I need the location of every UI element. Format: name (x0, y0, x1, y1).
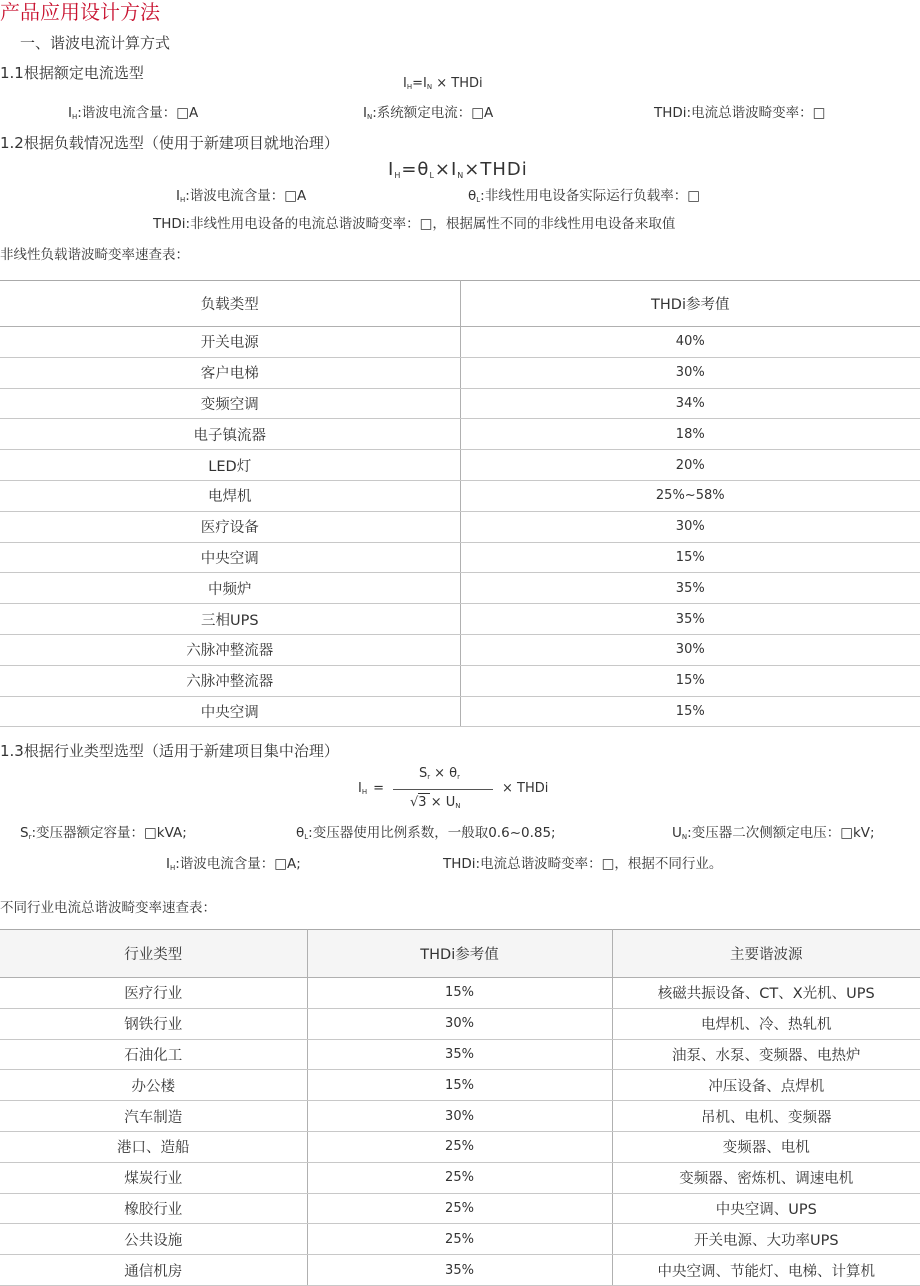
def-ih-1-2: $I_H$:谐波电流含量：□A (176, 188, 307, 204)
def-sr-1-3: $S_r$:变压器额定容量：□kVA; (20, 825, 187, 841)
thdi-value-cell: 20% (460, 450, 920, 481)
load-type-cell: 中央空调 (0, 696, 460, 727)
table-row (0, 1131, 920, 1162)
industry-cell: 石油化工 (0, 1039, 307, 1070)
def-thdi-1-2: THDi:非线性用电设备的电流总谐波畸变率：□，根据属性不同的非线性用电设备来取值 (153, 216, 676, 232)
column-header-harmonic-source: 主要谐波源 (612, 930, 920, 978)
industry-cell: 钢铁行业 (0, 1008, 307, 1039)
industry-cell: 汽车制造 (0, 1101, 307, 1132)
load-type-cell: 六脉冲整流器 (0, 665, 460, 696)
thdi-value-cell: 15% (307, 978, 612, 1009)
thdi-value-cell: 25% (307, 1131, 612, 1162)
industry-cell: 办公楼 (0, 1070, 307, 1101)
formula-numerator: $S_r \times \theta_r$ (419, 766, 461, 781)
thdi-value-cell: 40% (460, 327, 920, 358)
section-subtitle: 一、谐波电流计算方式 (20, 34, 171, 52)
thdi-value-cell: 15% (460, 542, 920, 573)
def-un-1-3: $U_N$:变压器二次侧额定电压：□kV; (672, 825, 875, 841)
table-header-row (0, 930, 920, 978)
table-row (0, 480, 920, 511)
industry-cell: 公共设施 (0, 1224, 307, 1255)
industry-cell: 橡胶行业 (0, 1193, 307, 1224)
table-2-title: 不同行业电流总谐波畸变率速查表： (0, 900, 216, 916)
table-row (0, 573, 920, 604)
table-1-title: 非线性负载谐波畸变率速查表： (0, 247, 189, 263)
table-row (0, 1008, 920, 1039)
table-row (0, 419, 920, 450)
table-header-row (0, 281, 920, 327)
table-row (0, 696, 920, 727)
load-type-cell: 三相UPS (0, 604, 460, 635)
def-thdi-1-1: THDi:电流总谐波畸变率：□ (654, 105, 826, 121)
table-row (0, 1039, 920, 1070)
fraction-line (393, 789, 493, 790)
column-header-load-type: 负载类型 (0, 281, 460, 327)
load-type-cell: LED灯 (0, 450, 460, 481)
table-row (0, 1070, 920, 1101)
thdi-value-cell: 25% (307, 1224, 612, 1255)
harmonic-source-cell: 电焊机、冷、热轧机 (612, 1008, 920, 1039)
sqrt-bar (418, 793, 430, 794)
load-type-cell: 客户电梯 (0, 357, 460, 388)
thdi-value-cell: 35% (460, 604, 920, 635)
table-row (0, 357, 920, 388)
formula-denominator: $√3 \times U_N$ (410, 795, 461, 810)
industry-cell: 通信机房 (0, 1255, 307, 1286)
def-in-1-1: $I_N$:系统额定电流：□A (363, 105, 494, 121)
section-1-1-heading: 1.1根据额定电流选型 (0, 64, 144, 82)
industry-cell: 港口、造船 (0, 1131, 307, 1162)
table-row (0, 978, 920, 1009)
thdi-value-cell: 30% (307, 1101, 612, 1132)
industry-cell: 煤炭行业 (0, 1162, 307, 1193)
table-row (0, 1162, 920, 1193)
harmonic-source-cell: 变频器、电机 (612, 1131, 920, 1162)
formula-1-1: $I_H=I_N$ × THDi (403, 76, 483, 91)
thdi-value-cell: 15% (460, 696, 920, 727)
harmonic-source-cell: 油泵、水泵、变频器、电热炉 (612, 1039, 920, 1070)
industry-thdi-table (0, 929, 920, 1286)
def-theta-1-3: $\theta_L$:变压器使用比例系数，一般取0.6~0.85; (296, 825, 556, 841)
def-thdi-1-3: THDi:电流总谐波畸变率：□，根据不同行业。 (443, 856, 723, 872)
table-row (0, 511, 920, 542)
load-type-cell: 电焊机 (0, 480, 460, 511)
thdi-value-cell: 30% (307, 1008, 612, 1039)
page-title: 产品应用设计方法 (0, 0, 160, 24)
nonlinear-load-thdi-table (0, 280, 920, 727)
thdi-value-cell: 15% (307, 1070, 612, 1101)
def-ih-1-3: $I_H$:谐波电流含量：□A; (166, 856, 301, 872)
harmonic-source-cell: 变频器、密炼机、调速电机 (612, 1162, 920, 1193)
load-type-cell: 医疗设备 (0, 511, 460, 542)
table-row (0, 388, 920, 419)
table-row (0, 604, 920, 635)
load-type-cell: 开关电源 (0, 327, 460, 358)
table-row (0, 542, 920, 573)
harmonic-source-cell: 冲压设备、点焊机 (612, 1070, 920, 1101)
thdi-value-cell: 30% (460, 511, 920, 542)
table-row (0, 450, 920, 481)
harmonic-source-cell: 吊机、电机、变频器 (612, 1101, 920, 1132)
load-type-cell: 中央空调 (0, 542, 460, 573)
thdi-value-cell: 34% (460, 388, 920, 419)
table-row (0, 1224, 920, 1255)
thdi-value-cell: 18% (460, 419, 920, 450)
def-ih-1-1: $I_H$:谐波电流含量：□A (68, 105, 199, 121)
table-row (0, 1101, 920, 1132)
thdi-value-cell: 25% (307, 1193, 612, 1224)
harmonic-source-cell: 开关电源、大功率UPS (612, 1224, 920, 1255)
column-header-thdi: THDi参考值 (460, 281, 920, 327)
table-row (0, 1193, 920, 1224)
column-header-industry: 行业类型 (0, 930, 307, 978)
thdi-value-cell: 30% (460, 634, 920, 665)
column-header-thdi: THDi参考值 (307, 930, 612, 978)
thdi-value-cell: 25% (307, 1162, 612, 1193)
section-1-3-heading: 1.3根据行业类型选型（适用于新建项目集中治理） (0, 742, 339, 760)
thdi-value-cell: 15% (460, 665, 920, 696)
load-type-cell: 中频炉 (0, 573, 460, 604)
thdi-value-cell: 35% (307, 1039, 612, 1070)
harmonic-source-cell: 核磁共振设备、CT、X光机、UPS (612, 978, 920, 1009)
harmonic-source-cell: 中央空调、UPS (612, 1193, 920, 1224)
table-row (0, 665, 920, 696)
section-1-2-heading: 1.2根据负载情况选型（使用于新建项目就地治理） (0, 134, 339, 152)
table-row (0, 1255, 920, 1286)
table-row (0, 327, 920, 358)
table-row (0, 634, 920, 665)
load-type-cell: 电子镇流器 (0, 419, 460, 450)
formula-1-2: $I_H=\theta_L\times I_N\times THDi$ (388, 159, 528, 180)
thdi-value-cell: 35% (307, 1255, 612, 1286)
thdi-value-cell: 25%~58% (460, 480, 920, 511)
harmonic-source-cell: 中央空调、节能灯、电梯、计算机 (612, 1255, 920, 1286)
thdi-value-cell: 30% (460, 357, 920, 388)
industry-cell: 医疗行业 (0, 978, 307, 1009)
load-type-cell: 六脉冲整流器 (0, 634, 460, 665)
thdi-value-cell: 35% (460, 573, 920, 604)
def-theta-1-2: $\theta_L$:非线性用电设备实际运行负载率：□ (468, 188, 700, 204)
load-type-cell: 变频空调 (0, 388, 460, 419)
